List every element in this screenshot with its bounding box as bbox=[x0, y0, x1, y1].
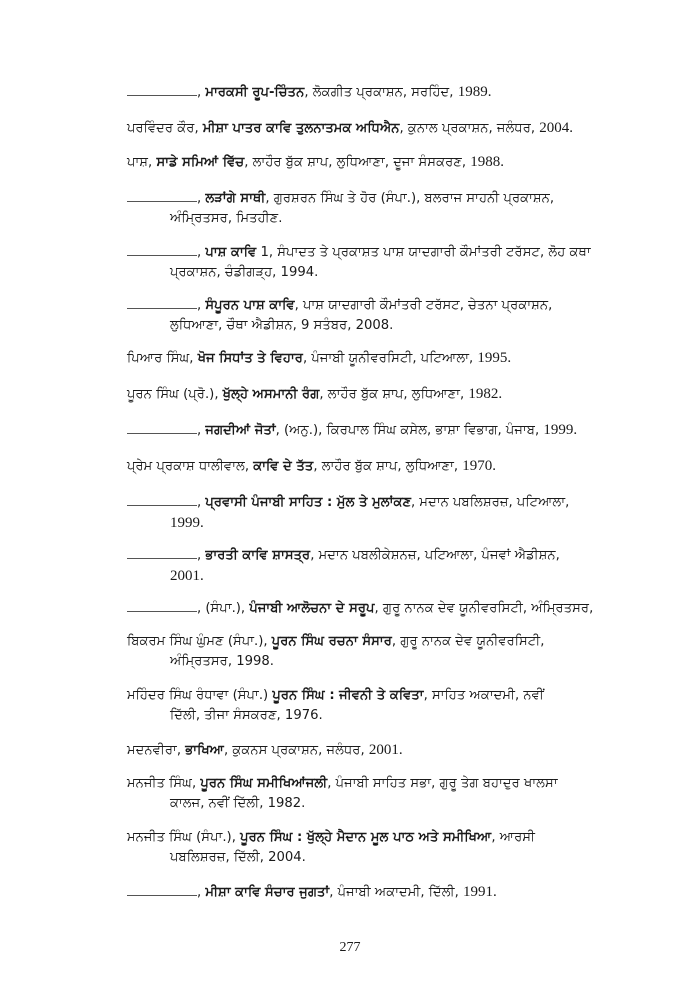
entry-title: ਪੂਰਨ ਸਿੰਘ ਰਚਨਾ ਸੰਸਾਰ bbox=[271, 634, 392, 649]
entry-title: ਪ੍ਰਵਾਸੀ ਪੰਜਾਬੀ ਸਾਹਿਤ : ਮੁੱਲ ਤੇ ਮੁਲਾਂਕਣ bbox=[205, 495, 412, 510]
entry-title: ਮੀਸ਼ਾ ਪਾਤਰ ਕਾਵਿ ਤੁਲਨਾਤਮਕ ਅਧਿਐਨ bbox=[202, 121, 400, 136]
bibliography-entry: ਮਹਿੰਦਰ ਸਿੰਘ ਰੰਧਾਵਾ (ਸੰਪਾ.) ਪੂਰਨ ਸਿੰਘ : ਜੀਵਨੀ ਤੇ ਕਵਿਤਾ, ਸਾਹਿਤ ਅਕਾਦਮੀ, ਨਵੀਂ ਦਿੱਲੀ, ਤੀਜਾ ਸੰਸਕਰਣ, 1976. bbox=[127, 688, 544, 723]
repeat-author-blank bbox=[127, 188, 197, 202]
bibliography-entry: , ਲੜਾਂਗੇ ਸਾਥੀ, ਗੁਰਸ਼ਰਨ ਸਿੰਘ ਤੇ ਹੋਰ (ਸੰਪਾ.), ਬਲਰਾਜ ਸਾਹਨੀ ਪ੍ਰਕਾਸ਼ਨ, ਅੰਮ੍ਰਿਤਸਰ, ਮਿਤਹੀਣ. bbox=[127, 188, 617, 229]
bibliography-entry: ਪਿਆਰ ਸਿੰਘ, ਖੋਜ ਸਿਧਾਂਤ ਤੇ ਵਿਹਾਰ, ਪੰਜਾਬੀ ਯੂਨੀਵਰਸਿਟੀ, ਪਟਿਆਲਾ, 1995. bbox=[127, 350, 512, 366]
entry-title: ਪੂਰਨ ਸਿੰਘ : ਜੀਵਨੀ ਤੇ ਕਵਿਤਾ bbox=[272, 688, 424, 703]
bibliography-entry: , (ਸੰਪਾ.), ਪੰਜਾਬੀ ਆਲੋਚਨਾ ਦੇ ਸਰੂਪ, ਗੁਰੂ ਨਾਨਕ ਦੇਵ ਯੂਨੀਵਰਸਿਟੀ, ਅੰਮ੍ਰਿਤਸਰ, bbox=[127, 598, 617, 619]
entry-title: ਕਾਵਿ ਦੇ ਤੱਤ bbox=[253, 459, 314, 474]
bibliography-entry: ਪਰਵਿੰਦਰ ਕੌਰ, ਮੀਸ਼ਾ ਪਾਤਰ ਕਾਵਿ ਤੁਲਨਾਤਮਕ ਅਧਿਐਨ, ਕੁਨਾਲ ਪ੍ਰਕਾਸ਼ਨ, ਜਲੰਧਰ, 2004. bbox=[127, 120, 573, 136]
bibliography-entry: ਪ੍ਰੇਮ ਪ੍ਰਕਾਸ਼ ਧਾਲੀਵਾਲ, ਕਾਵਿ ਦੇ ਤੱਤ, ਲਾਹੌਰ ਬੁੱਕ ਸ਼ਾਪ, ਲੁਧਿਆਣਾ, 1970. bbox=[127, 458, 497, 474]
entry-title: ਪਾਸ਼ ਕਾਵਿ bbox=[205, 245, 257, 260]
entry-title: ਭਾਖਿਆ bbox=[185, 743, 225, 758]
repeat-author-blank bbox=[127, 598, 197, 612]
repeat-author-blank bbox=[127, 420, 197, 434]
entry-author: ਮਦਨਵੀਰਾ, bbox=[127, 743, 186, 758]
entry-author: ਪੂਰਨ ਸਿੰਘ (ਪ੍ਰੋ.), bbox=[127, 387, 223, 402]
entry-author: ਪਾਸ਼, bbox=[127, 155, 157, 170]
repeat-author-blank bbox=[127, 82, 197, 96]
bibliography-entry: ਮਨਜੀਤ ਸਿੰਘ, ਪੂਰਨ ਸਿੰਘ ਸਮੀਖਿਆਂਜਲੀ, ਪੰਜਾਬੀ ਸਾਹਿਤ ਸਭਾ, ਗੁਰੂ ਤੇਗ ਬਹਾਦੁਰ ਖਾਲਸਾ ਕਾਲਜ, ਨਵੀਂ ਦਿੱਲੀ, 1982. bbox=[127, 776, 558, 811]
entry-author: ਪ੍ਰੇਮ ਪ੍ਰਕਾਸ਼ ਧਾਲੀਵਾਲ, bbox=[127, 459, 254, 474]
entry-title: ਖੁੱਲ੍ਹੇ ਅਸਮਾਨੀ ਰੰਗ bbox=[222, 387, 320, 402]
bibliography-entry: , ਭਾਰਤੀ ਕਾਵਿ ਸ਼ਾਸਤ੍ਰ, ਮਦਾਨ ਪਬਲੀਕੇਸ਼ਨਜ਼, ਪਟਿਆਲਾ, ਪੰਜਵਾਂ ਐਡੀਸ਼ਨ, 2001. bbox=[127, 545, 617, 586]
entry-title: ਜਗਦੀਆਂ ਜੋਤਾਂ bbox=[205, 423, 276, 438]
entry-title: ਲੜਾਂਗੇ ਸਾਥੀ bbox=[205, 191, 266, 206]
entry-title: ਭਾਰਤੀ ਕਾਵਿ ਸ਼ਾਸਤ੍ਰ bbox=[205, 548, 311, 563]
entry-title: ਪੂਰਨ ਸਿੰਘ : ਖੁੱਲ੍ਹੇ ਮੈਦਾਨ ਮੂਲ ਪਾਠ ਅਤੇ ਸਮੀਖਿਆ bbox=[240, 830, 492, 845]
bibliography-entry: , ਸੰਪੂਰਨ ਪਾਸ਼ ਕਾਵਿ, ਪਾਸ਼ ਯਾਦਗਾਰੀ ਕੌਮਾਂਤਰੀ ਟਰੱਸਟ, ਚੇਤਨਾ ਪ੍ਰਕਾਸ਼ਨ, ਲੁਧਿਆਣਾ, ਚੌਥਾ ਐਡੀਸ਼ਨ, 9 ਸਤੰਬਰ, 2008. bbox=[127, 295, 617, 336]
bibliography-entry: ਮਦਨਵੀਰਾ, ਭਾਖਿਆ, ਕੁਕਨਸ ਪ੍ਰਕਾਸ਼ਨ, ਜਲੰਧਰ, 2001. bbox=[127, 742, 403, 758]
entry-author: ਪਰਵਿੰਦਰ ਕੌਰ, bbox=[127, 121, 203, 136]
entry-author: ਮਹਿੰਦਰ ਸਿੰਘ ਰੰਧਾਵਾ (ਸੰਪਾ.) bbox=[127, 688, 273, 703]
bibliography-entry: , ਮੀਸ਼ਾ ਕਾਵਿ ਸੰਚਾਰ ਜੁਗਤਾਂ, ਪੰਜਾਬੀ ਅਕਾਦਮੀ, ਦਿੱਲੀ, 1991. bbox=[127, 882, 617, 903]
repeat-author-blank bbox=[127, 295, 197, 309]
bibliography-entry: , ਮਾਰਕਸੀ ਰੂਪ-ਚਿੰਤਨ, ਲੋਕਗੀਤ ਪ੍ਰਕਾਸ਼ਨ, ਸਰਹਿੰਦ, 1989. bbox=[127, 82, 617, 103]
repeat-author-blank bbox=[127, 242, 197, 256]
entry-title: ਮੀਸ਼ਾ ਕਾਵਿ ਸੰਚਾਰ ਜੁਗਤਾਂ bbox=[205, 885, 330, 900]
repeat-author-blank bbox=[127, 545, 197, 559]
page-number: 277 bbox=[339, 940, 361, 955]
entry-title: ਮਾਰਕਸੀ ਰੂਪ-ਚਿੰਤਨ bbox=[205, 85, 305, 100]
entry-title: ਖੋਜ ਸਿਧਾਂਤ ਤੇ ਵਿਹਾਰ bbox=[197, 351, 303, 366]
entry-title: ਪੰਜਾਬੀ ਆਲੋਚਨਾ ਦੇ ਸਰੂਪ bbox=[249, 601, 375, 616]
bibliography-entry: ਪੂਰਨ ਸਿੰਘ (ਪ੍ਰੋ.), ਖੁੱਲ੍ਹੇ ਅਸਮਾਨੀ ਰੰਗ, ਲਾਹੌਰ ਬੁੱਕ ਸ਼ਾਪ, ਲੁਧਿਆਣਾ, 1982. bbox=[127, 386, 503, 402]
bibliography-entry: , ਪਾਸ਼ ਕਾਵਿ 1, ਸੰਪਾਦਤ ਤੇ ਪ੍ਰਕਾਸ਼ਤ ਪਾਸ਼ ਯਾਦਗਾਰੀ ਕੌਮਾਂਤਰੀ ਟਰੱਸਟ, ਲੋਹ ਕਥਾ ਪ੍ਰਕਾਸ਼ਨ, ਚੰਡੀਗੜ੍ਹ, 1994. bbox=[127, 242, 617, 283]
entry-title: ਸੰਪੂਰਨ ਪਾਸ਼ ਕਾਵਿ bbox=[205, 298, 295, 313]
bibliography-entry: , ਪ੍ਰਵਾਸੀ ਪੰਜਾਬੀ ਸਾਹਿਤ : ਮੁੱਲ ਤੇ ਮੁਲਾਂਕਣ, ਮਦਾਨ ਪਬਲਿਸ਼ਰਜ਼, ਪਟਿਆਲਾ, 1999. bbox=[127, 492, 617, 533]
bibliography-entry: ਬਿਕਰਮ ਸਿੰਘ ਘੁੰਮਣ (ਸੰਪਾ.), ਪੂਰਨ ਸਿੰਘ ਰਚਨਾ ਸੰਸਾਰ, ਗੁਰੂ ਨਾਨਕ ਦੇਵ ਯੂਨੀਵਰਸਿਟੀ, ਅੰਮ੍ਰਿਤਸਰ, 1998. bbox=[127, 634, 545, 669]
entry-author: ਮਨਜੀਤ ਸਿੰਘ, bbox=[127, 776, 201, 791]
bibliography-entry: ਮਨਜੀਤ ਸਿੰਘ (ਸੰਪਾ.), ਪੂਰਨ ਸਿੰਘ : ਖੁੱਲ੍ਹੇ ਮੈਦਾਨ ਮੂਲ ਪਾਠ ਅਤੇ ਸਮੀਖਿਆ, ਆਰਸੀ ਪਬਲਿਸ਼ਰਜ਼, ਦਿੱਲੀ, 2004. bbox=[127, 830, 536, 865]
entry-author: ਬਿਕਰਮ ਸਿੰਘ ਘੁੰਮਣ (ਸੰਪਾ.), bbox=[127, 634, 272, 649]
repeat-author-blank bbox=[127, 882, 197, 896]
bibliography-entry: , ਜਗਦੀਆਂ ਜੋਤਾਂ, (ਅਨੁ.), ਕਿਰਪਾਲ ਸਿੰਘ ਕਸੇਲ, ਭਾਸ਼ਾ ਵਿਭਾਗ, ਪੰਜਾਬ, 1999. bbox=[127, 420, 617, 441]
entry-title: ਸਾਡੇ ਸਮਿਆਂ ਵਿੱਚ bbox=[156, 155, 245, 170]
bibliography-entry: ਪਾਸ਼, ਸਾਡੇ ਸਮਿਆਂ ਵਿੱਚ, ਲਾਹੌਰ ਬੁੱਕ ਸ਼ਾਪ, ਲੁਧਿਆਣਾ, ਦੂਜਾ ਸੰਸਕਰਣ, 1988. bbox=[127, 154, 504, 170]
entry-author: ਮਨਜੀਤ ਸਿੰਘ (ਸੰਪਾ.), bbox=[127, 830, 241, 845]
entry-title: ਪੂਰਨ ਸਿੰਘ ਸਮੀਖਿਆਂਜਲੀ bbox=[200, 776, 328, 791]
repeat-author-blank bbox=[127, 492, 197, 506]
entry-author: ਪਿਆਰ ਸਿੰਘ, bbox=[127, 351, 198, 366]
